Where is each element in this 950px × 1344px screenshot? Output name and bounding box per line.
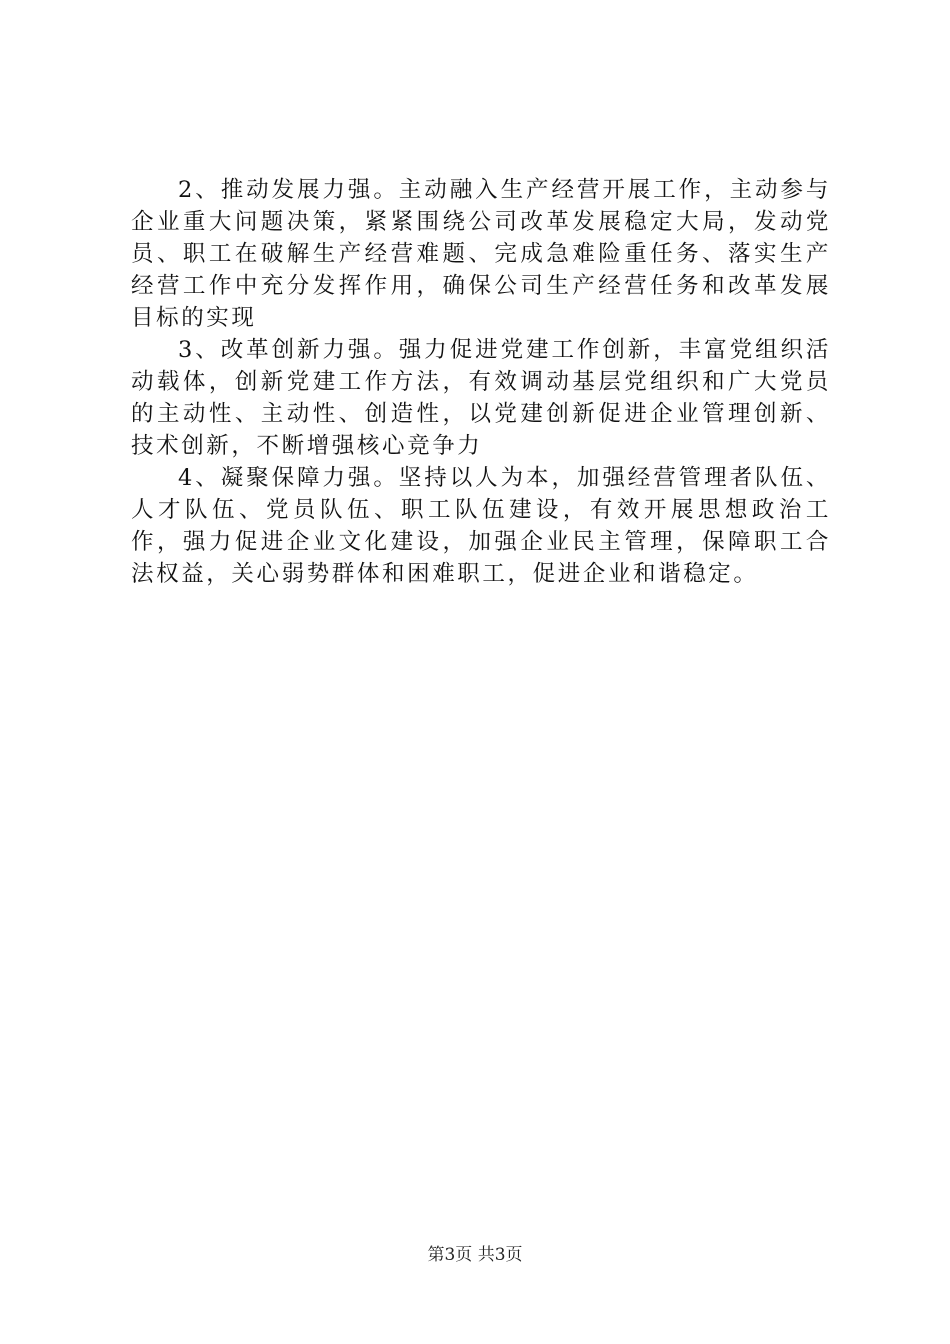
document-body bbox=[131, 174, 831, 590]
paragraph-item-3: 3、改革创新力强。强力促进党建工作创新，丰富党组织活动载体，创新党建工作方法，有效调动基层党组织和广大党员的主动性、主动性、创造性，以党建创新促进企业管理创新、技术创新，不断增强核心竞争力 bbox=[131, 337, 831, 459]
paragraph-item-4: 4、凝聚保障力强。坚持以人为本，加强经营管理者队伍、人才队伍、党员队伍、职工队伍建设，有效开展思想政治工作，强力促进企业文化建设，加强企业民主管理，保障职工合法权益，关心弱势群体和困难职工，促进企业和谐稳定。 bbox=[131, 465, 831, 587]
paragraph-item-2: 2、推动发展力强。主动融入生产经营开展工作，主动参与企业重大问题决策，紧紧围绕公司改革发展稳定大局，发动党员、职工在破解生产经营难题、完成急难险重任务、落实生产经营工作中充分发挥作用，确保公司生产经营任务和改革发展目标的实现 bbox=[131, 177, 831, 331]
page-footer: 第3页 共3页 bbox=[427, 1245, 523, 1265]
